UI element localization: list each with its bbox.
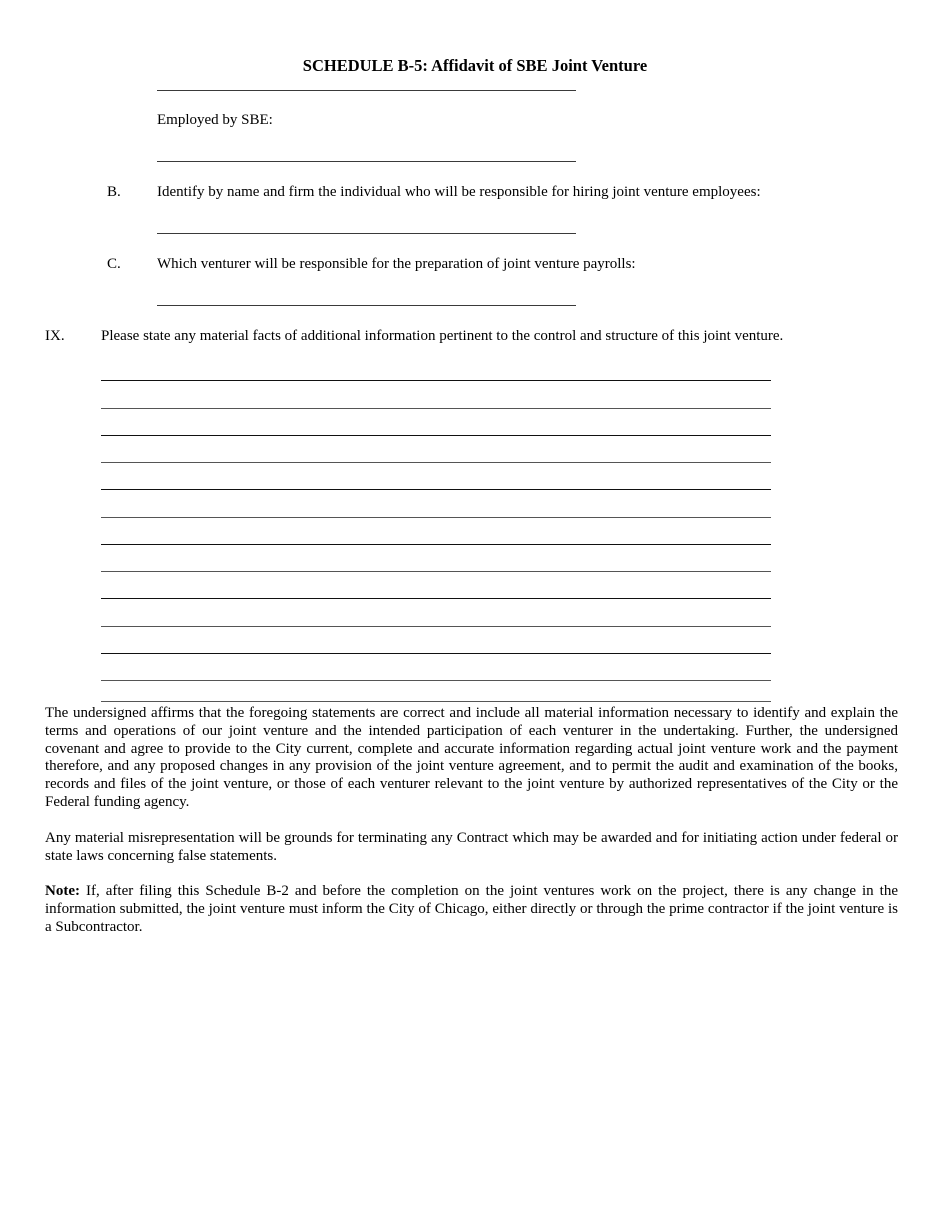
answer-line-employed[interactable] — [157, 161, 576, 162]
writing-line[interactable] — [101, 571, 771, 572]
employed-by-sbe-label: Employed by SBE: — [157, 112, 273, 128]
answer-line-top[interactable] — [157, 90, 576, 91]
section-ix-marker: IX. — [45, 328, 65, 344]
answer-line-c[interactable] — [157, 305, 576, 306]
writing-line[interactable] — [101, 701, 771, 702]
writing-line[interactable] — [101, 489, 771, 490]
item-c-text: Which venturer will be responsible for the preparation of joint venture payrolls: — [157, 256, 636, 272]
writing-line[interactable] — [101, 680, 771, 681]
writing-line[interactable] — [101, 626, 771, 627]
writing-line[interactable] — [101, 517, 771, 518]
writing-line[interactable] — [101, 544, 771, 545]
misrepresentation-paragraph: Any material misrepresentation will be grounds for terminating any Contract which may be awarded and for initiating action under federal or state laws concerning false statements. — [45, 830, 898, 864]
item-b-text: Identify by name and firm the individual who will be responsible for hiring joint venture employees: — [157, 184, 761, 200]
note-label: Note: — [45, 883, 80, 899]
item-b-marker: B. — [107, 184, 121, 200]
writing-line[interactable] — [101, 435, 771, 436]
answer-line-b[interactable] — [157, 233, 576, 234]
note-paragraph — [45, 883, 898, 936]
writing-line[interactable] — [101, 408, 771, 409]
writing-line[interactable] — [101, 462, 771, 463]
writing-line[interactable] — [101, 598, 771, 599]
item-c-marker: C. — [107, 256, 121, 272]
section-ix-text: Please state any material facts of additional information pertinent to the control and structure of this joint venture. — [101, 328, 784, 344]
note-text: If, after filing this Schedule B-2 and before the completion on the joint ventures work on the project, there is any change in the information submitted, the joint venture must inform the City of Chicago, either directly or through the prime contractor if the joint venture is a Subcontractor. — [45, 883, 898, 935]
writing-line[interactable] — [101, 653, 771, 654]
page-title: SCHEDULE B-5: Affidavit of SBE Joint Venture — [302, 56, 648, 75]
writing-line[interactable] — [101, 380, 771, 381]
affirmation-paragraph: The undersigned affirms that the foregoing statements are correct and include all material information necessary to identify and explain the terms and operations of our joint venture and the intended participation of each venturer in the undertaking. Further, the undersigned covenant and agree to provide to the City current, complete and accurate information regarding actual joint venture work and the payment therefore, and any proposed changes in any provision of the joint venture agreement, and to permit the audit and examination of the books, records and files of the joint venture, or those of each venturer relevant to the joint venture by authorized representatives of the City or the Federal funding agency. — [45, 705, 898, 810]
